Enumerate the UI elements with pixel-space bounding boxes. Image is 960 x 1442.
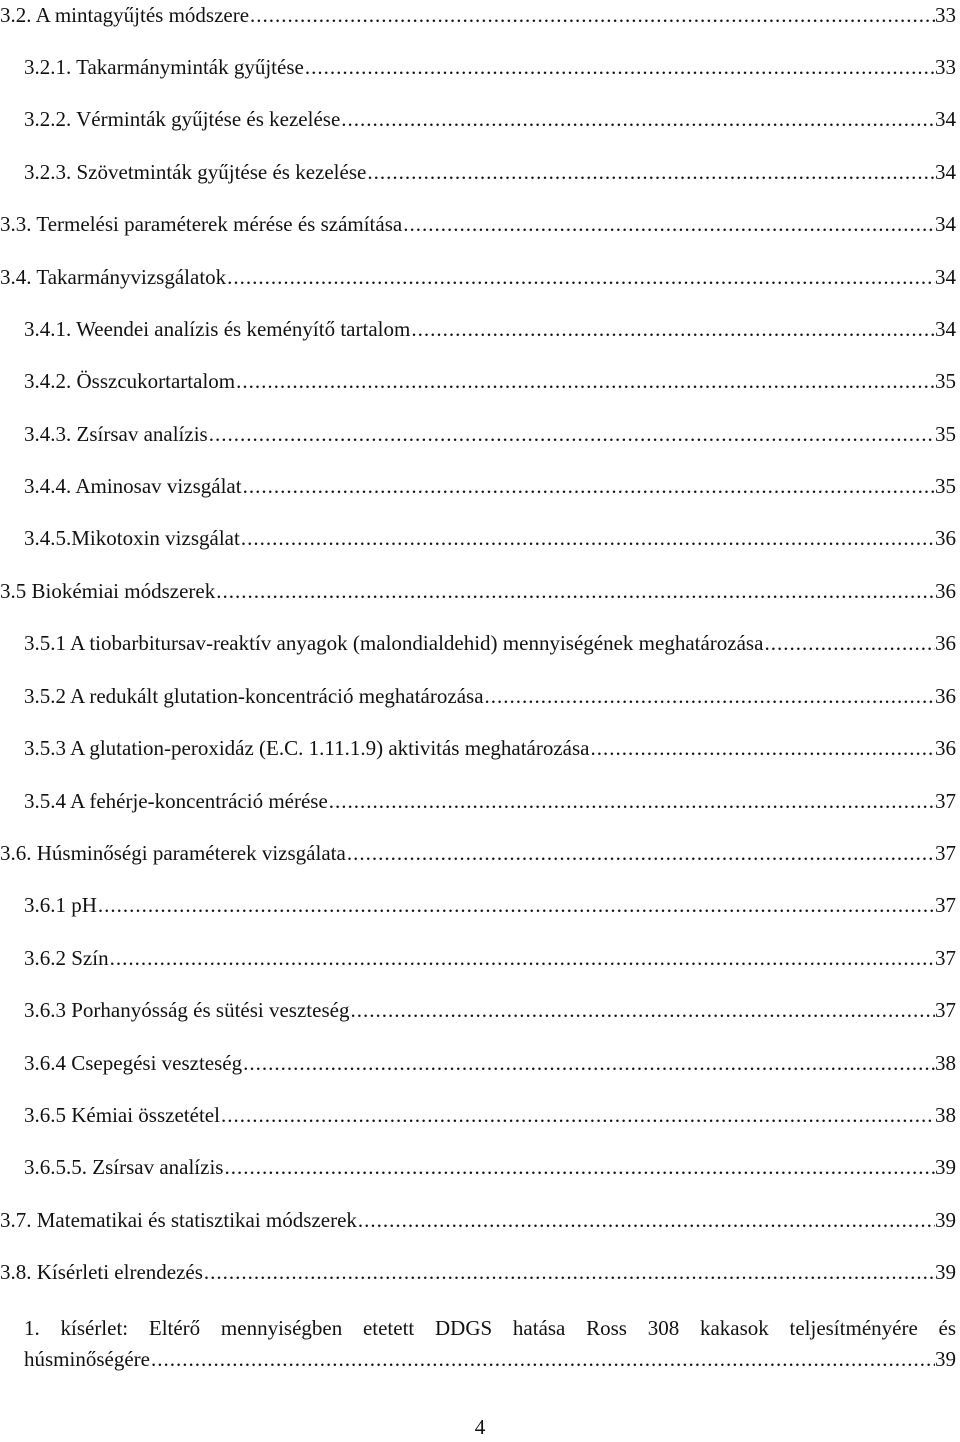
toc-entry-page: 35 [935,474,956,498]
toc-entry-label: 3.5 Biokémiai módszerek [0,579,216,603]
toc-entry[interactable] [24,157,956,187]
dot-leader [590,733,936,763]
toc-entry-label: 3.5.1 A tiobarbitursav-reaktív anyagok (malondialdehid) mennyiségének meghatározása [24,631,764,655]
toc-entry[interactable] [0,1205,956,1235]
toc-entry[interactable] [24,366,956,396]
toc-entry[interactable] [24,628,956,658]
toc-entry-page: 35 [935,369,956,393]
dot-leader [484,681,935,711]
toc-entry[interactable] [24,733,956,763]
toc-entry-label-line1: 1. kísérlet: Eltérő mennyiségben etetett DDGS hatása Ross 308 kakasok teljesítményére és [24,1316,956,1340]
dot-leader [763,628,935,658]
toc-entry-label: 3.4.4. Aminosav vizsgálat [24,474,242,498]
toc-entry[interactable] [0,576,956,606]
toc-entry[interactable] [24,419,956,449]
dot-leader [340,104,935,134]
dot-leader [226,262,935,292]
dot-leader [220,1100,935,1130]
dot-leader [357,1205,935,1235]
toc-entry-page: 37 [935,789,956,813]
dot-leader [109,943,935,973]
toc-entry-label: 3.7. Matematikai és statisztikai módszerek [0,1208,357,1232]
toc-entry[interactable] [24,1100,956,1130]
toc-entry-label: 3.3. Termelési paraméterek mérése és számítása [0,212,403,236]
page-number: 4 [474,1415,486,1439]
dot-leader [208,419,935,449]
toc-entry-label: 3.2.1. Takarmányminták gyűjtése [24,55,304,79]
dot-leader [402,209,935,239]
toc-entry-label: 3.8. Kísérleti elrendezés [0,1260,203,1284]
toc-entry-label: 3.5.4 A fehérje-koncentráció mérése [24,789,328,813]
toc-entry-page: 34 [935,107,956,131]
toc-entry[interactable] [0,838,956,868]
dot-leader [349,995,935,1025]
toc-entry-label: 3.2.2. Vérminták gyűjtése és kezelése [24,107,341,131]
dot-leader [150,1344,935,1375]
toc-entry-page: 34 [935,212,956,236]
toc-entry-page: 36 [935,684,956,708]
dot-leader [410,314,935,344]
toc-entry-label: 3.4.2. Összcukortartalom [24,369,236,393]
toc-entry-label: 3.6.5.5. Zsírsav analízis [24,1155,224,1179]
toc-entry-label: 3.4.1. Weendei analízis és keményítő tartalom [24,317,411,341]
toc-entry-page: 36 [935,579,956,603]
dot-leader [328,786,935,816]
dot-leader [242,471,935,501]
toc-entry-label: 3.6.1 pH [24,893,97,917]
toc-entry-page: 39 [935,1260,956,1284]
toc-entry-label: 3.4.3. Zsírsav analízis [24,422,208,446]
toc-entry[interactable] [0,209,956,239]
toc-entry-label-line2: húsminőségére [24,1347,150,1371]
toc-entry[interactable] [24,786,956,816]
toc-entry-label: 3.5.3 A glutation-peroxidáz (E.C. 1.11.1.9) aktivitás meghatározása [24,736,590,760]
toc-entry-label: 3.6.5 Kémiai összetétel [24,1103,220,1127]
toc-entry-wrapped[interactable] [24,1313,956,1375]
toc-entry-label: 3.6.2 Szín [24,946,109,970]
toc-entry-label: 3.4. Takarmányvizsgálatok [0,265,227,289]
toc-entry-page: 38 [935,1051,956,1075]
toc-entry[interactable] [24,995,956,1025]
toc-entry-page: 37 [935,946,956,970]
toc-entry-page: 36 [935,526,956,550]
toc-entry-page: 39 [935,1155,956,1179]
toc-entry-label: 3.6.3 Porhanyósság és sütési veszteség [24,998,350,1022]
dot-leader [346,838,935,868]
toc-entry-page: 34 [935,317,956,341]
toc-entry-page: 39 [935,1347,956,1371]
toc-entry[interactable] [24,1152,956,1182]
toc-entry-label: 3.5.2 A redukált glutation-koncentráció meghatározása [24,684,484,708]
toc-entry-page: 34 [935,160,956,184]
toc-entry-label: 3.2. A mintagyűjtés módszere [0,3,250,27]
dot-leader [97,890,935,920]
toc-entry-page: 33 [935,3,956,27]
toc-entry[interactable] [0,262,956,292]
toc-entry-page: 33 [935,55,956,79]
dot-leader [223,1152,935,1182]
toc-entry-page: 37 [935,841,956,865]
dot-leader [240,523,935,553]
toc-entry[interactable] [24,471,956,501]
toc-entry[interactable] [24,523,956,553]
dot-leader [203,1257,935,1287]
toc-entry-page: 35 [935,422,956,446]
toc-entry[interactable] [0,0,956,30]
toc-entry-page: 37 [935,893,956,917]
dot-leader [249,0,935,30]
toc-entry[interactable] [24,104,956,134]
toc-entry-page: 34 [935,265,956,289]
dot-leader [235,366,935,396]
toc-entry-label: 3.4.5.Mikotoxin vizsgálat [24,526,240,550]
toc-entry[interactable] [24,52,956,82]
toc-entry[interactable] [24,943,956,973]
toc-entry[interactable] [24,314,956,344]
toc-entry-label: 3.6.4 Csepegési veszteség [24,1051,243,1075]
toc-entry[interactable] [24,681,956,711]
toc-entry-page: 36 [935,736,956,760]
toc-entry-label: 3.6. Húsminőségi paraméterek vizsgálata [0,841,346,865]
dot-leader [304,52,935,82]
toc-entry-label: 3.2.3. Szövetminták gyűjtése és kezelése [24,160,367,184]
toc-entry[interactable] [0,1257,956,1287]
toc-entry-page: 39 [935,1208,956,1232]
toc-entry[interactable] [24,1048,956,1078]
toc-entry-page: 38 [935,1103,956,1127]
dot-leader [215,576,935,606]
dot-leader [242,1048,935,1078]
toc-entry-page: 36 [935,631,956,655]
toc-entry[interactable] [24,890,956,920]
toc-entry-page: 37 [935,998,956,1022]
dot-leader [366,157,935,187]
